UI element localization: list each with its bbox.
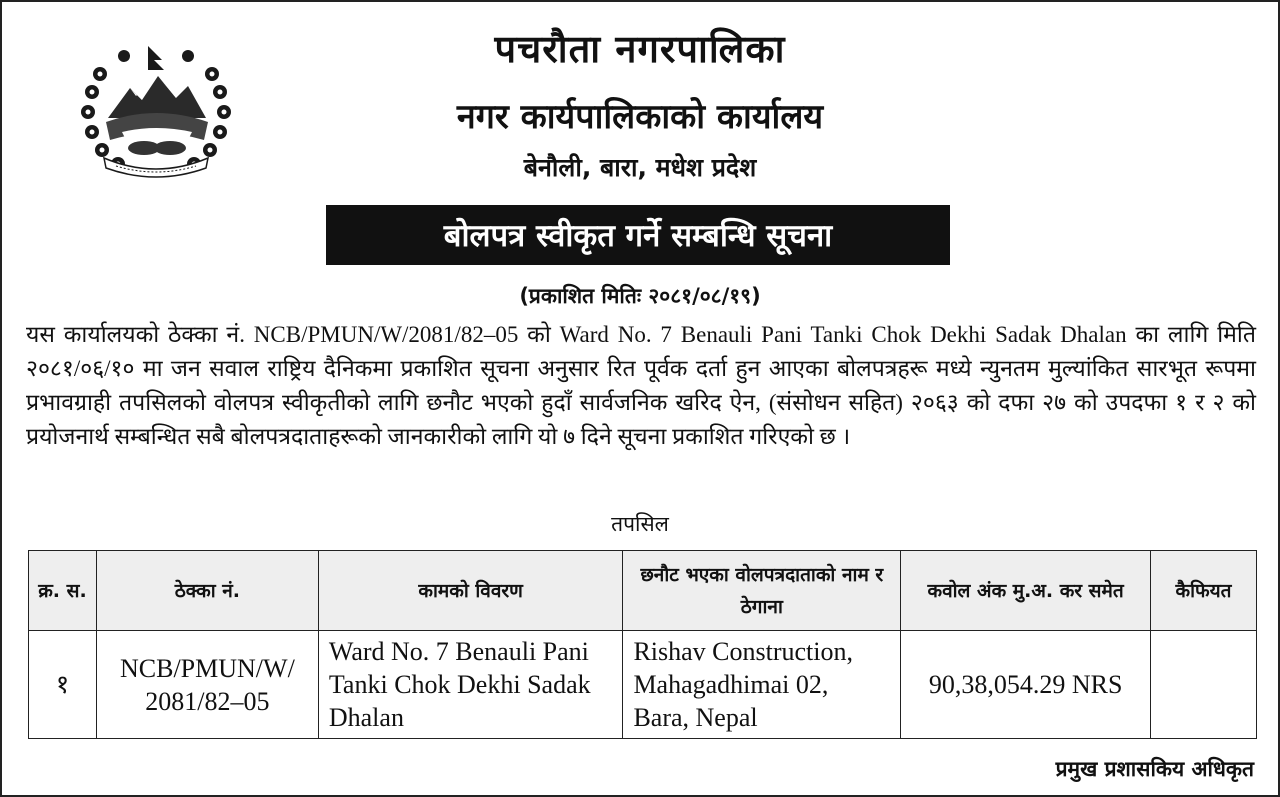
table-header-row: [29, 551, 1257, 631]
schedule-label: तपसिल: [611, 512, 669, 536]
header-remarks: कैफियत: [1151, 551, 1257, 631]
published-date: (प्रकाशित मितिः २०८१/०८/१९): [519, 284, 761, 308]
municipality-name: पचरौता नगरपालिका: [494, 27, 786, 71]
office-address: बेनौली, बारा, मधेश प्रदेश: [523, 153, 757, 182]
signatory-title: प्रमुख प्रशासकिय अधिकृत: [1055, 757, 1254, 781]
government-emblem-icon: [78, 40, 234, 180]
cell-sn: १: [29, 631, 97, 739]
header-sn: क्र. स.: [29, 551, 97, 631]
header-contract-no: ठेक्का नं.: [96, 551, 318, 631]
office-name: नगर कार्यपालिकाको कार्यालय: [456, 97, 824, 137]
cell-description: Ward No. 7 Benauli Pani Tanki Chok Dekhi Sadak Dhalan: [318, 631, 623, 739]
cell-remarks: [1151, 631, 1257, 739]
notice-body: यस कार्यालयको ठेक्का नं. NCB/PMUN/W/2081/82–05 को Ward No. 7 Benauli Pani Tanki Chok Dekhi Sadak Dhalan का लागि मिति २०८१/०६/१० मा जन सवाल राष्ट्रिय दैनिकमा प्रकाशित सूचना अनुसार रित पूर्वक दर्ता हुन आएका बोलपत्रहरू मध्ये न्युनतम मुल्यांकित सारभूत रूपमा प्रभावग्राही तपसिलको वोलपत्र स्वीकृतीको लागि छनौट भएको हुदाँ सार्वजनिक खरिद ऐन, (संसोधन सहित) २०६३ को दफा २७ को उपदफा १ र २ को प्रयोजनार्थ सम्बन्धित सबै बोलपत्रदाताहरूको जानकारीको लागि यो ७ दिने सूचना प्रकाशित गरिएको छ ।: [26, 322, 1256, 449]
header-bidder: छनौट भएका वोलपत्रदाताको नाम र ठेगाना: [623, 551, 901, 631]
cell-amount: 90,38,054.29 NRS: [901, 631, 1151, 739]
cell-contract-no: NCB/PMUN/W/ 2081/82–05: [96, 631, 318, 739]
table-row: [29, 631, 1257, 739]
award-table: [28, 550, 1257, 739]
header-amount: कवोल अंक मु.अ. कर समेत: [901, 551, 1151, 631]
notice-title: बोलपत्र स्वीकृत गर्ने सम्बन्धि सूचना: [326, 205, 950, 265]
cell-bidder: Rishav Construction, Mahagadhimai 02, Bara, Nepal: [623, 631, 901, 739]
header-description: कामको विवरण: [318, 551, 623, 631]
